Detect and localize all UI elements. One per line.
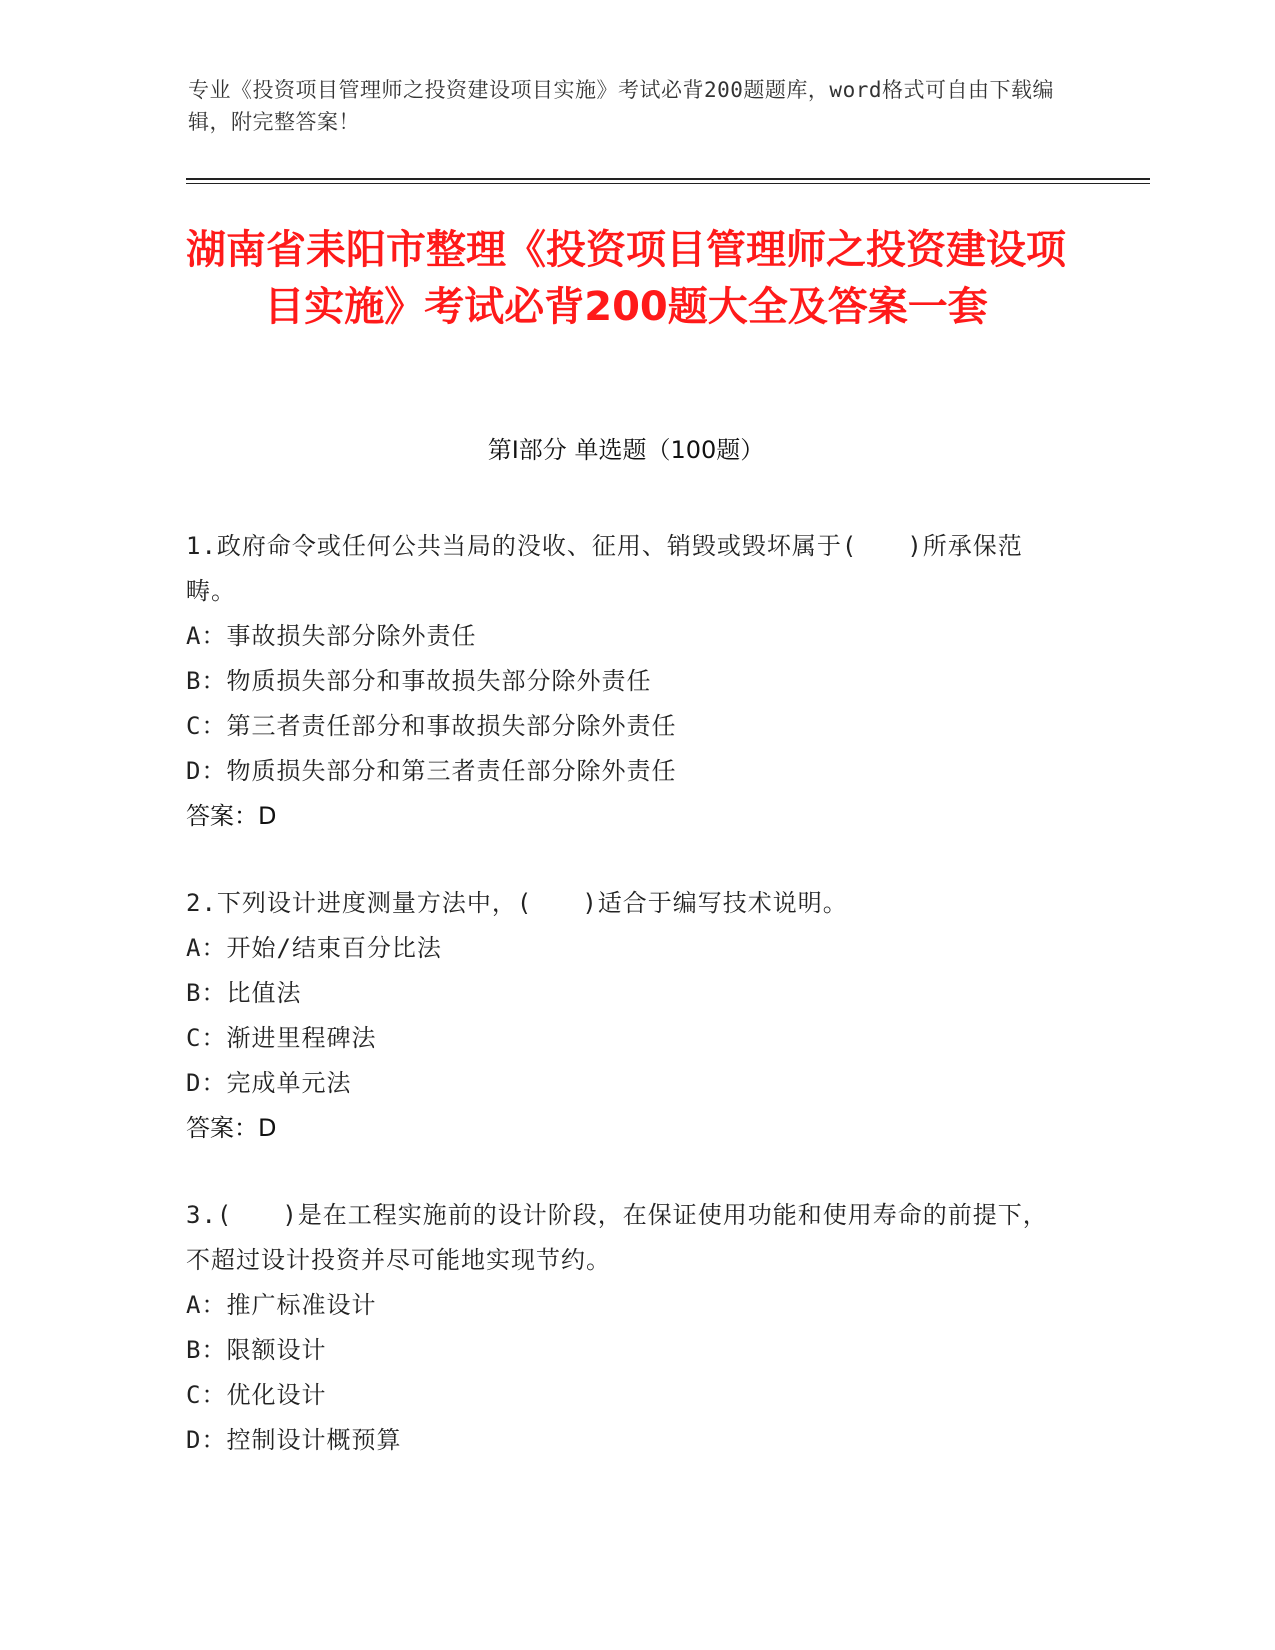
section-title: 第I部分 单选题（100题） <box>487 436 765 464</box>
option-c: C：第三者责任部分和事故损失部分除外责任 <box>186 712 677 740</box>
question-list <box>186 524 1066 1505</box>
option-d: D：物质损失部分和第三者责任部分除外责任 <box>186 757 677 785</box>
option-c: C：优化设计 <box>186 1381 327 1409</box>
question-stem: 3.( )是在工程实施前的设计阶段，在保证使用功能和使用寿命的前提下，不超过设计投资并尽可能地实现节约。 <box>186 1201 1048 1274</box>
question-1 <box>186 524 1066 839</box>
header-divider-thin <box>186 183 1150 184</box>
question-stem: 2.下列设计进度测量方法中，( )适合于编写技术说明。 <box>186 889 848 917</box>
option-a: A：开始/结束百分比法 <box>186 934 442 962</box>
question-stem: 1.政府命令或任何公共当局的没收、征用、销毁或毁坏属于( )所承保范畴。 <box>186 532 1023 605</box>
question-2 <box>186 881 1066 1151</box>
question-3 <box>186 1193 1066 1463</box>
option-a: A：事故损失部分除外责任 <box>186 622 477 650</box>
option-b: B：物质损失部分和事故损失部分除外责任 <box>186 667 652 695</box>
option-d: D：完成单元法 <box>186 1069 352 1097</box>
option-b: B：限额设计 <box>186 1336 327 1364</box>
answer-line: 答案：D <box>186 1114 277 1142</box>
option-d: D：控制设计概预算 <box>186 1426 402 1454</box>
option-c: C：渐进里程碑法 <box>186 1024 377 1052</box>
option-b: B：比值法 <box>186 979 302 1007</box>
option-a: A：推广标准设计 <box>186 1291 377 1319</box>
document-title: 湖南省耒阳市整理《投资项目管理师之投资建设项目实施》考试必背200题大全及答案一套 <box>186 227 1066 330</box>
header-divider-thick <box>186 178 1150 180</box>
answer-line: 答案：D <box>186 802 277 830</box>
header-note: 专业《投资项目管理师之投资建设项目实施》考试必背200题题库，word格式可自由下载编辑，附完整答案！ <box>188 78 1054 134</box>
